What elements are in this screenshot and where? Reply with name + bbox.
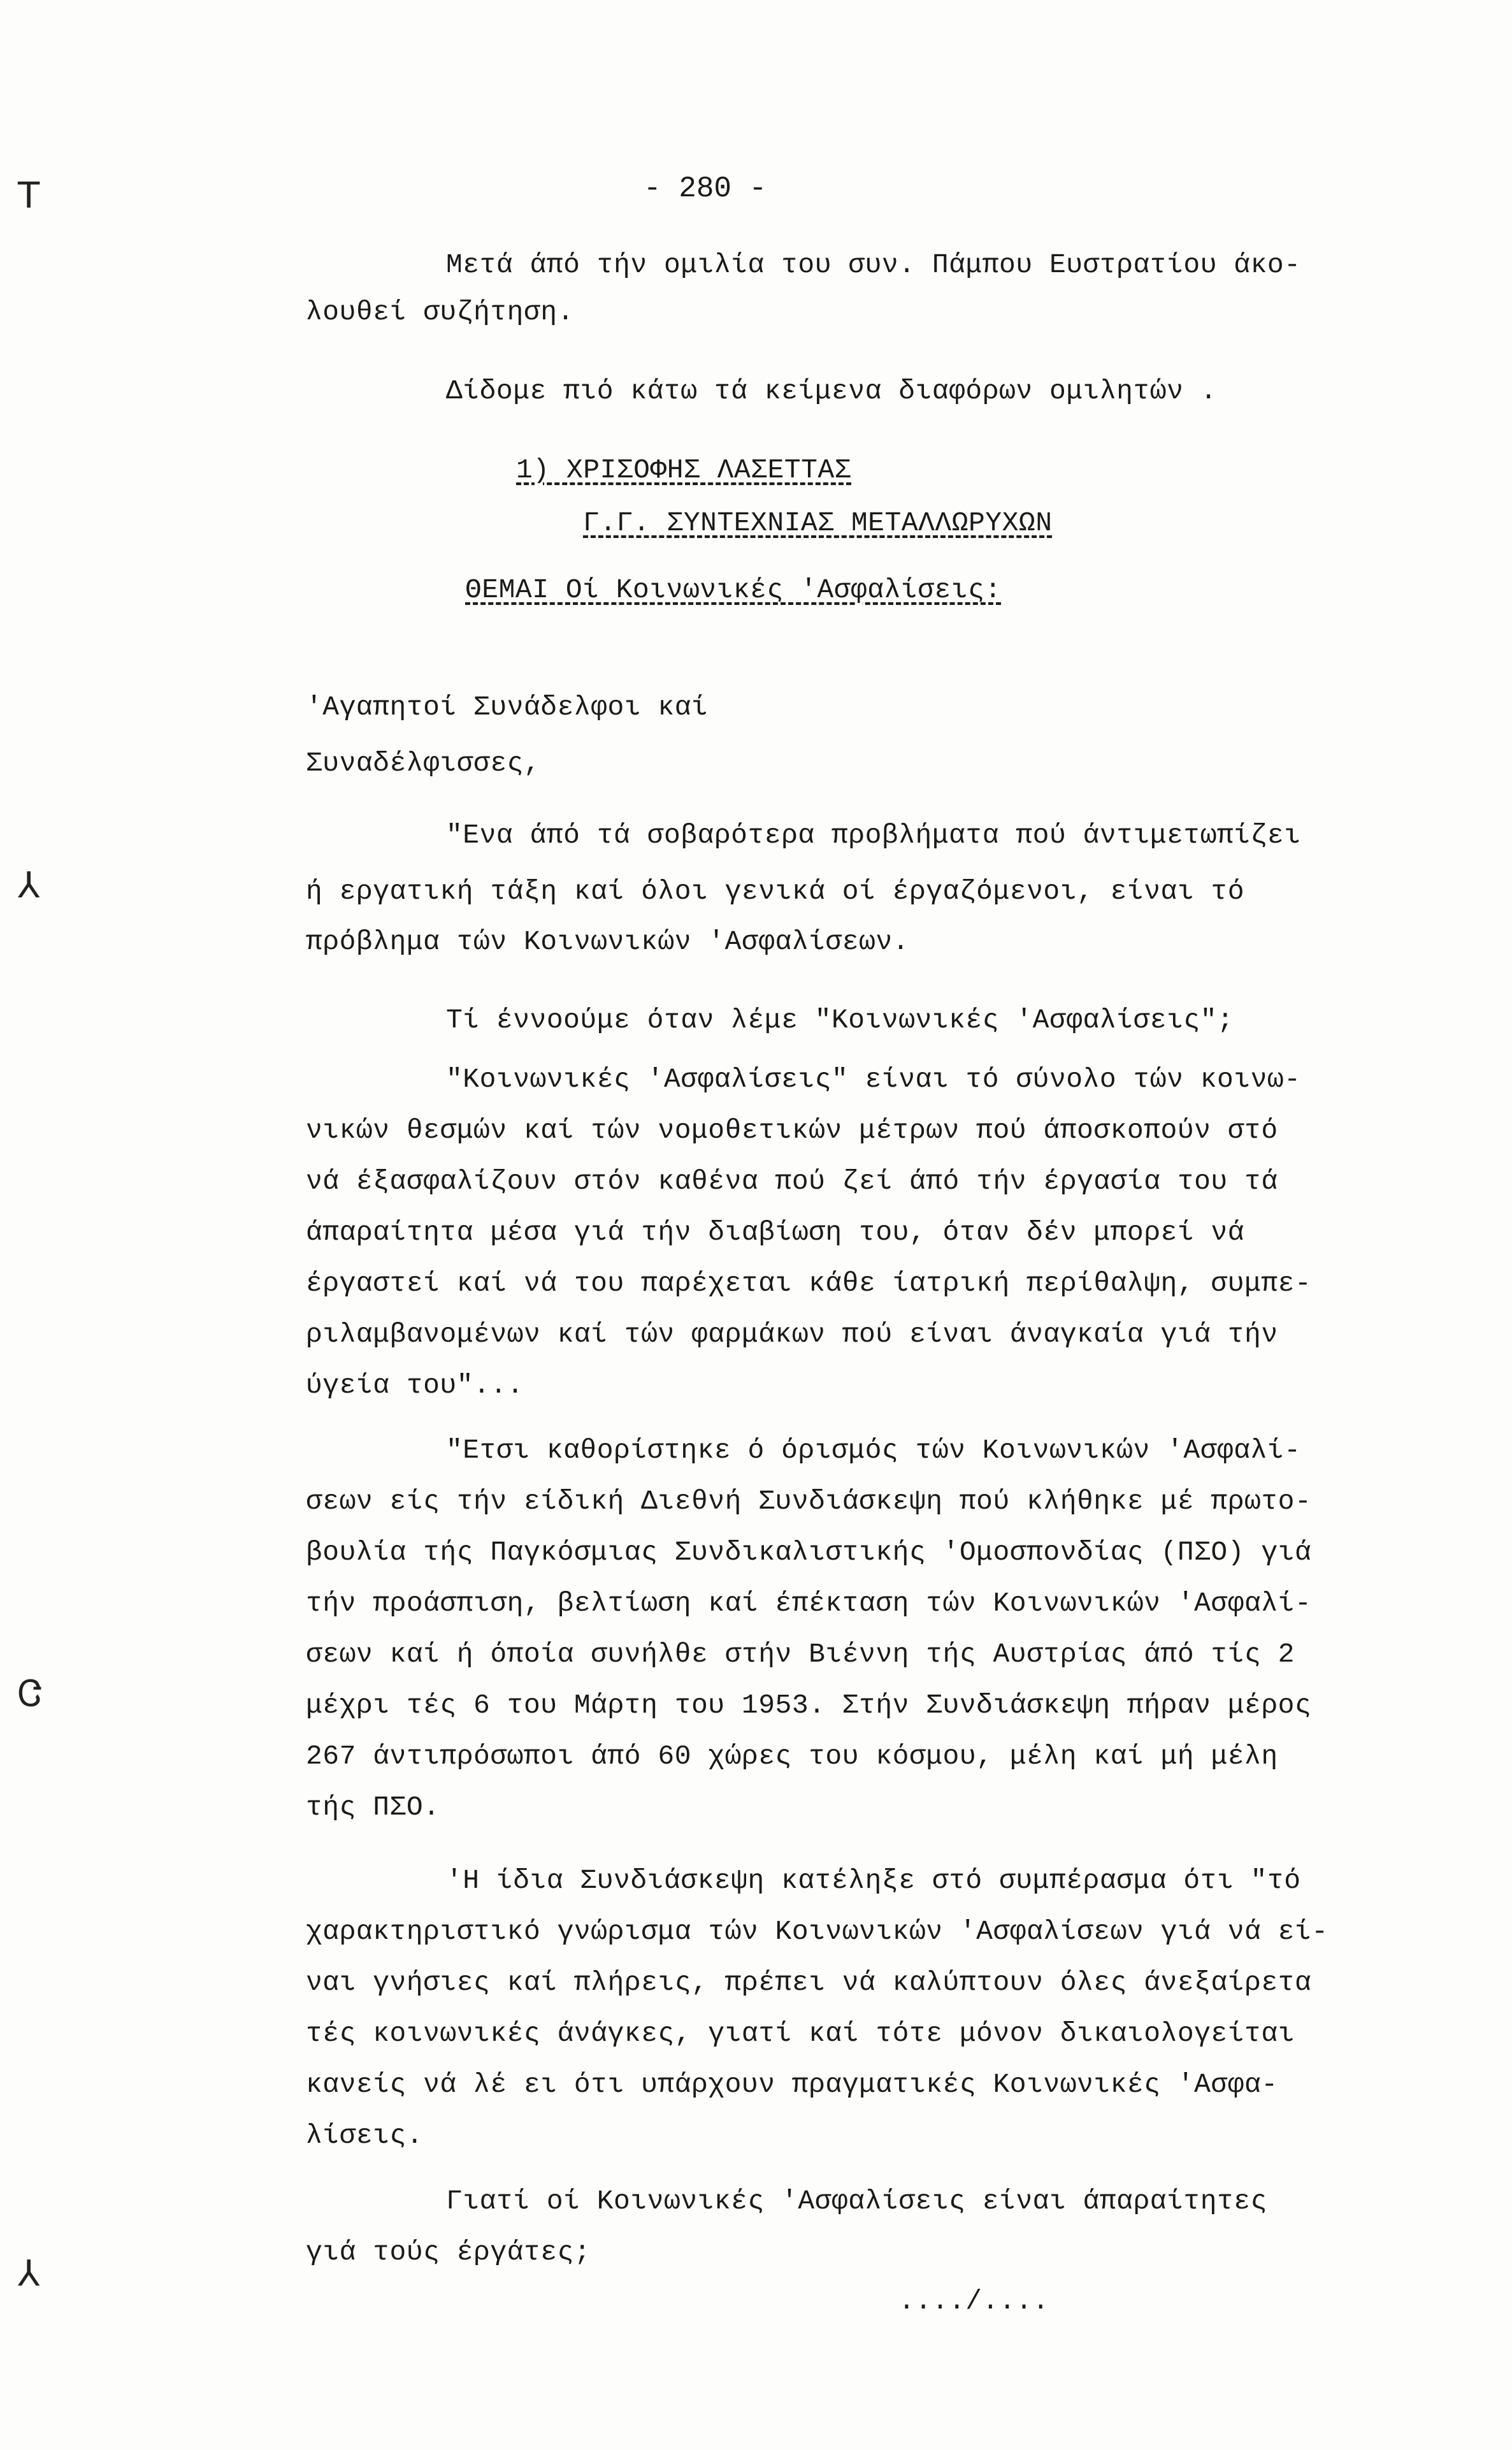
text-line: σεων καί ή όποία συνήλθε στήν Βιέννη τής Αυστρίας άπό τίς 2 [306,1639,1295,1670]
text-line: σεων είς τήν είδική Διεθνή Συνδιάσκεψη πού κλήθηκε μέ πρωτο- [306,1486,1312,1517]
margin-mark-middle: ⅄ [18,865,40,906]
text-line: λίσεις. [306,2120,424,2151]
speaker-name: 1) ΧΡΙΣΟΦΗΣ ΛΑΣΕΤΤΑΣ [516,454,852,486]
salutation: Συναδέλφισσες, [306,748,541,779]
text-line: μέχρι τές 6 του Μάρτη του 1953. Στήν Συνδιάσκεψη πήραν μέρος [306,1690,1312,1721]
text-line: πρόβλημα τών Κοινωνικών 'Ασφαλίσεων. [306,926,909,957]
salutation: 'Αγαπητοί Συνάδελφοι καί [306,692,709,723]
text-line: ύγεία του"... [306,1370,524,1401]
text-line: έργαστεί καί νά του παρέχεται κάθε ίατρική περίθαλψη, συμπε- [306,1268,1312,1299]
text-line: νικών θεσμών καί τών νομοθετικών μέτρων πού άποσκοπούν στό [306,1115,1278,1146]
text-line: "Ετσι καθορίστηκε ό όρισμός τών Κοινωνικών 'Ασφαλί- [446,1435,1301,1466]
text-line: κανείς νά λέ ει ότι υπάρχουν πραγματικές Κοινωνικές 'Ασφα- [306,2069,1278,2100]
text-line: Γιατί οί Κοινωνικές 'Ασφαλίσεις είναι άπαραίτητες [446,2185,1267,2217]
text-line: βουλία τής Παγκόσμιας Συνδικαλιστικής 'Ομοσπονδίας (ΠΣΟ) γιά [306,1537,1312,1568]
text-line: άπαραίτητα μέσα γιά τήν διαβίωση του, όταν δέν μπορεί νά [306,1217,1245,1248]
text-line: τήν προάσπιση, βελτίωση καί έπέκταση τών Κοινωνικών 'Ασφαλί- [306,1588,1312,1619]
speech-subject: ΘΕΜΑΙ Οί Κοινωνικές 'Ασφαλίσεις: [465,574,1002,605]
text-line: "Κοινωνικές 'Ασφαλίσεις" είναι τό σύνολο τών κοινω- [446,1064,1301,1095]
text-line: 'Η ίδια Συνδιάσκεψη κατέληξε στό συμπέρασμα ότι "τό [446,1865,1301,1896]
text-line: ναι γνήσιες καί πλήρεις, πρέπει νά καλύπτουν όλες άνεξαίρετα [306,1967,1312,1998]
text-line: Δίδομε πιό κάτω τά κείμενα διαφόρων ομιλητών . [446,375,1217,407]
margin-mark-bottom: ⅄ [18,2253,40,2294]
text-line: νά έξασφαλίζουν στόν καθένα πού ζεί άπό τήν έργασία του τά [306,1166,1278,1197]
text-line: "Ενα άπό τά σοβαρότερα προβλήματα πού άντιμετωπίζει [446,820,1301,851]
continuation-mark: ..../.... [898,2286,1049,2317]
text-line: τές κοινωνικές άνάγκες, γιατί καί τότε μόνον δικαιολογείται [306,2018,1295,2049]
text-line: χαρακτηριστικό γνώρισμα τών Κοινωνικών 'Ασφαλίσεων γιά νά εί- [306,1916,1328,1947]
text-line: λουθεί συζήτηση. [306,296,574,328]
speaker-title: Γ.Γ. ΣΥΝΤΕΧΝΙΑΣ ΜΕΤΑΛΛΩΡΥΧΩΝ [583,507,1053,539]
text-line: Τί έννοούμε όταν λέμε "Κοινωνικές 'Ασφαλίσεις"; [446,1004,1234,1036]
text-line: γιά τούς έργάτες; [306,2236,591,2268]
margin-mark-top: Τ [18,175,40,217]
text-line: τής ΠΣΟ. [306,1792,440,1823]
text-line: ή εργατική τάξη καί όλοι γενικά οί έργαζόμενοι, είναι τό [306,876,1245,907]
page-number: - 280 - [644,172,767,205]
text-line: ριλαμβανομένων καί τών φαρμάκων πού είναι άναγκαία γιά τήν [306,1319,1278,1350]
text-line: Μετά άπό τήν ομιλία του συν. Πάμπου Ευστρατίου άκο- [446,249,1301,280]
margin-mark-lower: Ꮳ [18,1673,43,1714]
text-line: 267 άντιπρόσωποι άπό 60 χώρες του κόσμου, μέλη καί μή μέλη [306,1741,1278,1772]
